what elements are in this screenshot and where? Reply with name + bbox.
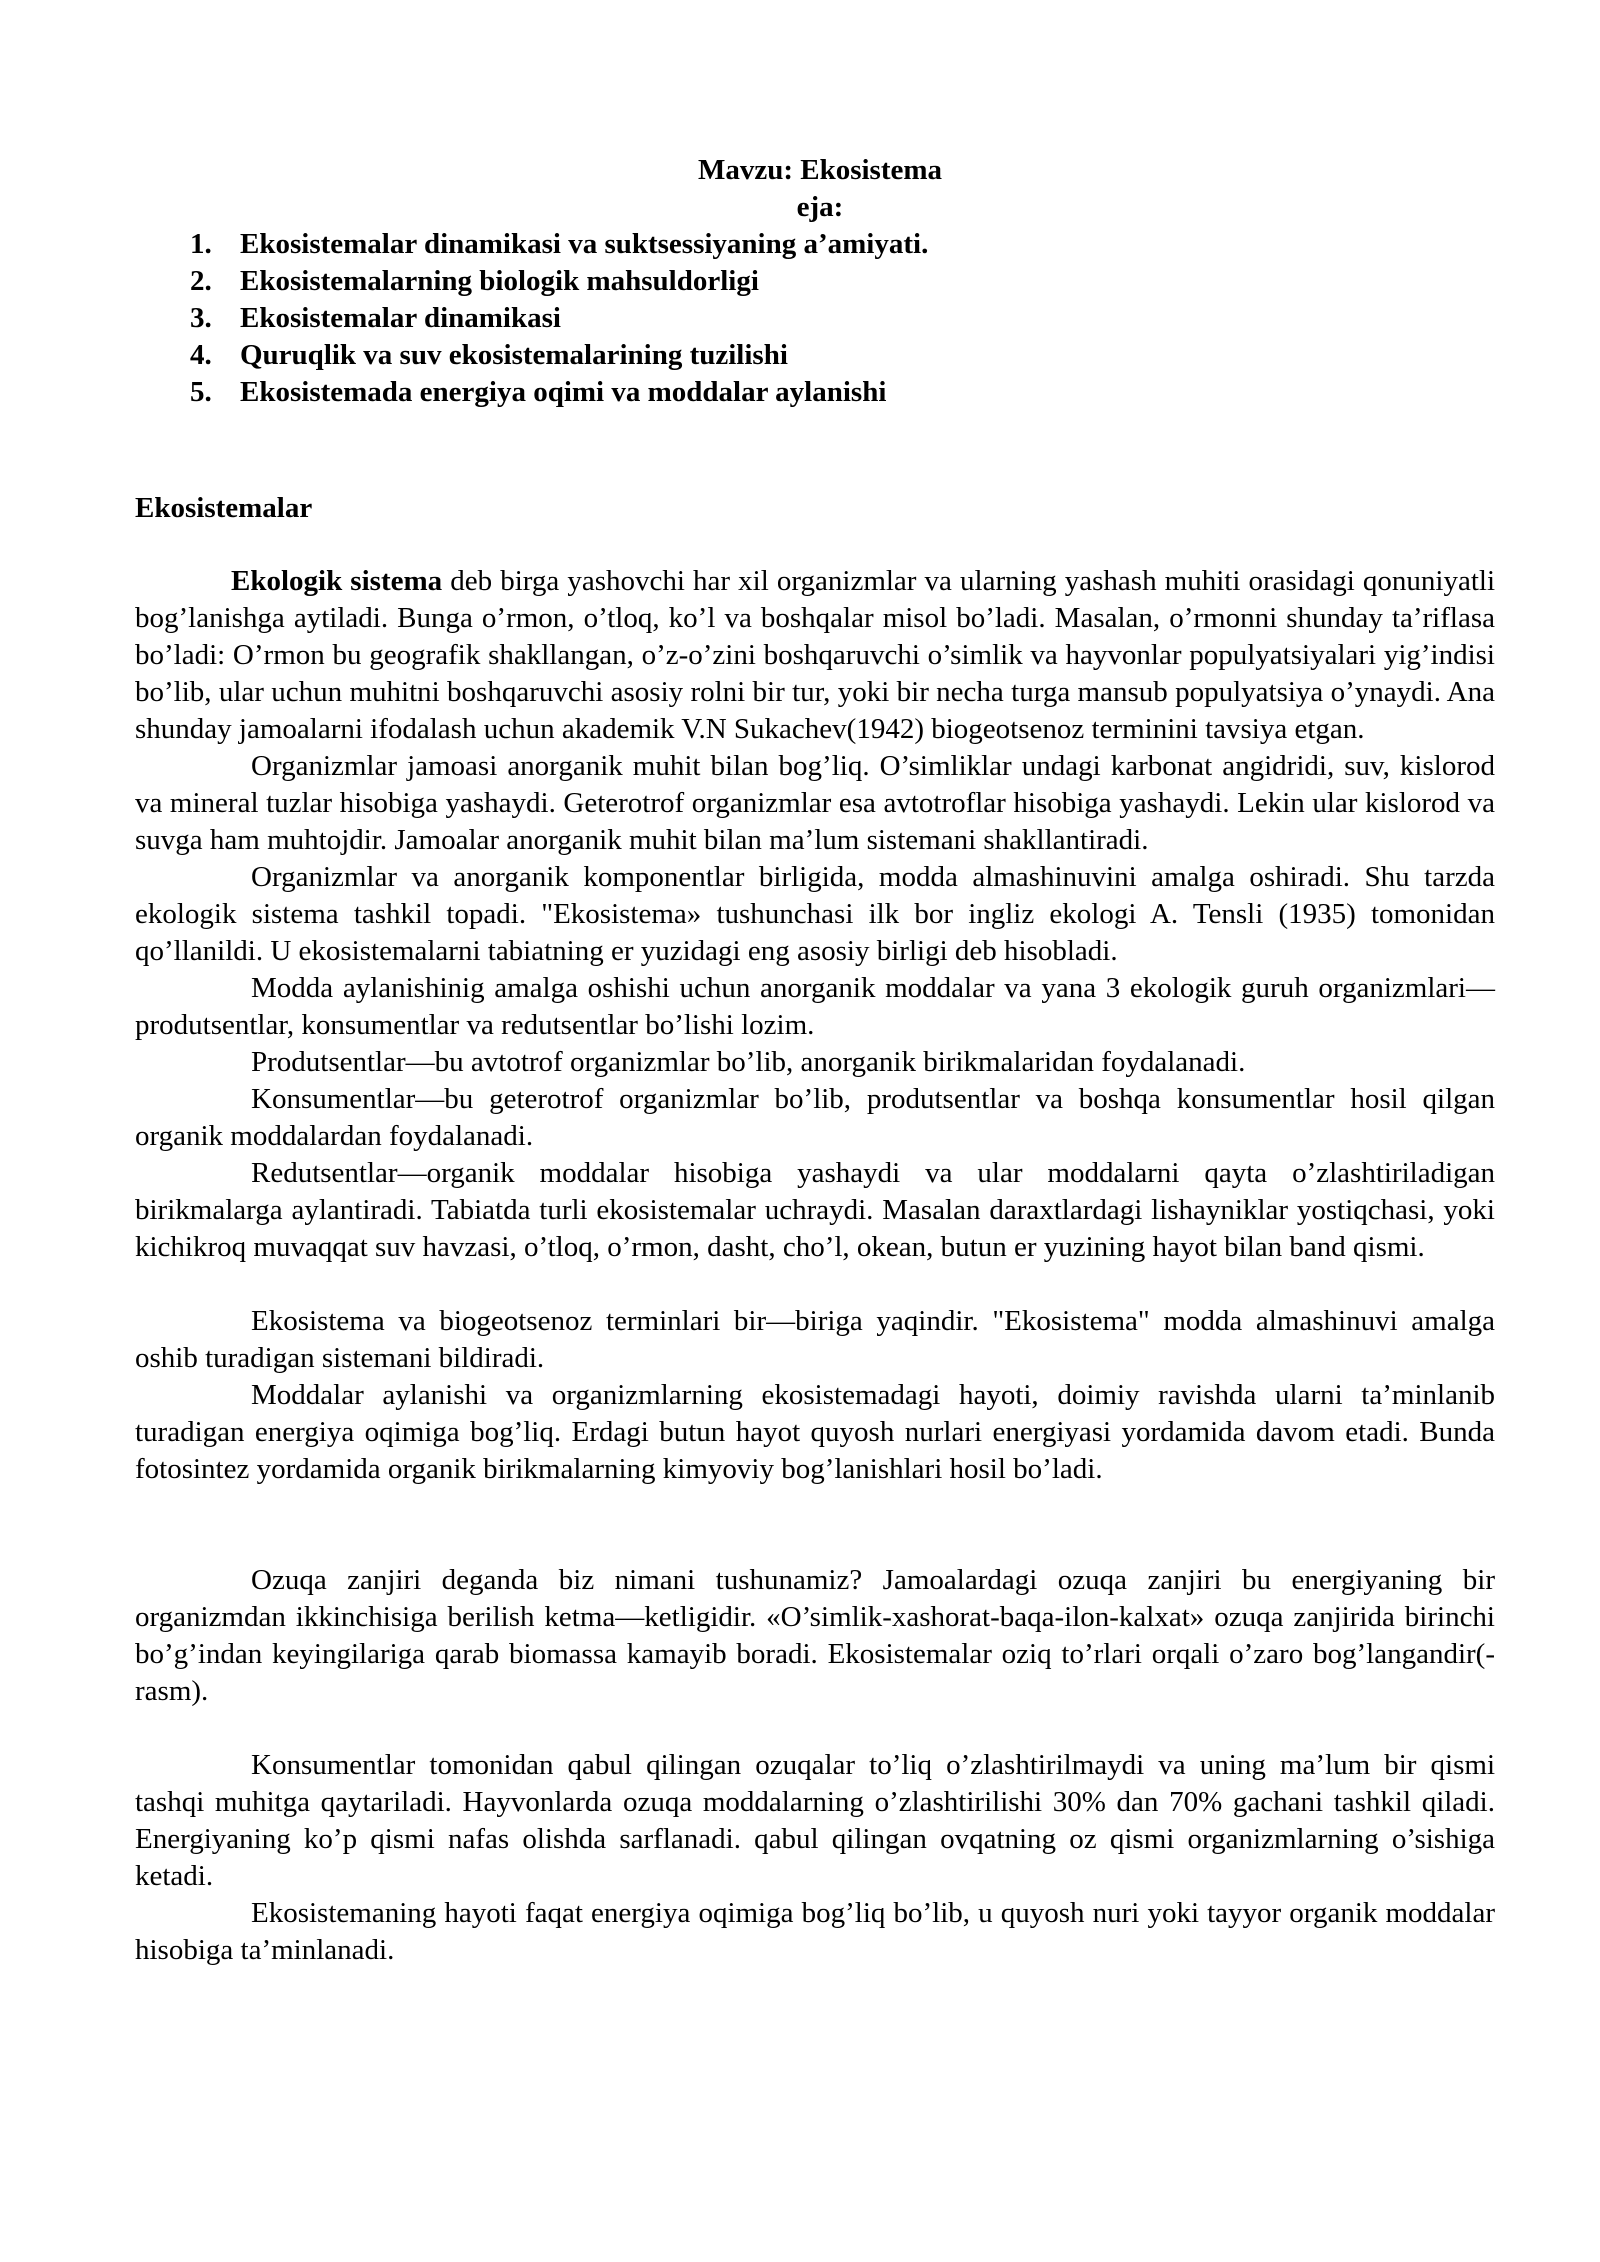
list-item xyxy=(190,300,1490,337)
paragraph: Organizmlar jamoasi anorganik muhit bilan bog’liq. O’simliklar undagi karbonat angidridi, suv, kislorod va mineral tuzlar hisobiga yashaydi. Geterotrof organizmlar esa avtotroflar hisobiga yashaydi. Lekin ular kislorod va suvga ham muhtojdir. Jamoalar anorganik muhit bilan ma’lum sistemani shakllantiradi. xyxy=(135,750,1495,856)
plan-heading: eja: xyxy=(796,191,844,223)
list-item xyxy=(190,226,1490,263)
list-item-number: 2. xyxy=(190,265,212,297)
document-header xyxy=(0,152,1600,226)
paragraph: Moddalar aylanishi va organizmlarning ekosistemadagi hayoti, doimiy ravishda ularni ta’minlanib turadigan energiya oqimiga bog’liq. Erdagi butun hayot quyosh nurlari energiyasi yordamida davom etadi. Bunda fotosintez yordamida organik birikmalarning kimyoviy bog’lanishlari hosil bo’ladi. xyxy=(135,1379,1495,1485)
section-heading: Ekosistemalar xyxy=(135,492,313,524)
paragraph: Organizmlar va anorganik komponentlar birligida, modda almashinuvini amalga oshiradi. Shu tarzda ekologik sistema tashkil topadi. "Ekosistema» tushunchasi ilk bor ingliz ekologi A. Tensli (1935) tomonidan qo’llanildi. U ekosistemalarni tabiatning er yuzidagi eng asosiy birligi deb hisobladi. xyxy=(135,861,1495,967)
page-title: Mavzu: Ekosistema xyxy=(697,154,943,186)
list-item xyxy=(190,263,1490,300)
paragraph: Redutsentlar—organik moddalar hisobiga yashaydi va ular moddalarni qayta o’zlashtiriladigan birikmalarga aylantiradi. Tabiatda turli ekosistemalar uchraydi. Masalan daraxtlardagi lishayniklar yostiqchasi, yoki kichikroq muvaqqat suv havzasi, o’tloq, o’rmon, dasht, cho’l, okean, butun er yuzining hayot bilan band qismi. xyxy=(135,1157,1495,1263)
paragraph: Produtsentlar—bu avtotrof organizmlar bo’lib, anorganik birikmalaridan foydalanadi. xyxy=(251,1046,1246,1078)
list-item-text: Ekosistemalarning biologik mahsuldorligi xyxy=(240,265,759,297)
spacer xyxy=(135,1266,1495,1303)
spacer xyxy=(135,1488,1495,1562)
document-body xyxy=(135,563,1495,1969)
list-item-number: 1. xyxy=(190,228,212,260)
paragraph: Konsumentlar tomonidan qabul qilingan ozuqalar to’liq o’zlashtirilmaydi va uning ma’lum bir qismi tashqi muhitga qaytariladi. Hayvonlarda ozuqa moddalarning o’zlashtirilishi 30% dan 70% gachani tashkil qiladi. Energiyaning ko’p qismi nafas olishda sarflanadi. qabul qilingan ovqatning oz qismi organizmlarning o’sishiga ketadi. xyxy=(135,1749,1495,1892)
list-item-number: 5. xyxy=(190,376,212,408)
paragraph: Ekosistemaning hayoti faqat energiya oqimiga bog’liq bo’lib, u quyosh nuri yoki tayyor organik moddalar hisobiga ta’minlanadi. xyxy=(135,1897,1495,1966)
list-item-number: 4. xyxy=(190,339,212,371)
list-item-number: 3. xyxy=(190,302,212,334)
paragraph: Ekosistema va biogeotsenoz terminlari bir—biriga yaqindir. "Ekosistema" modda almashinuvi amalga oshib turadigan sistemani bildiradi. xyxy=(135,1305,1495,1374)
list-item xyxy=(190,337,1490,374)
paragraph-text: deb birga yashovchi har xil organizmlar va ularning yashash muhiti orasidagi qonuniyatli bog’lanishga aytiladi. Bunga o’rmon, o’tloq, ko’l va boshqalar misol bo’ladi. Masalan, o’rmonni shunday ta’riflasa bo’ladi: O’rmon bu geografik shakllangan, o’z-o’zini boshqaruvchi o’simlik va hayvonlar populyatsiyalari yig’indisi bo’lib, ular uchun muhitni boshqaruvchi asosiy rolni bir tur, yoki bir necha turga mansub populyatsiya o’ynaydi. Ana shunday jamoalarni ifodalash uchun akademik V.N Sukachev(1942) biogeotsenoz terminini tavsiya etgan. xyxy=(135,565,1496,745)
list-item-text: Quruqlik va suv ekosistemalarining tuzilishi xyxy=(240,339,788,371)
list-item-text: Ekosistemada energiya oqimi va moddalar aylanishi xyxy=(240,376,887,408)
plan-list xyxy=(190,226,1490,411)
bold-term: Ekologik sistema xyxy=(231,565,443,597)
paragraph: Modda aylanishinig amalga oshishi uchun anorganik moddalar va yana 3 ekologik guruh organizmlari—produtsentlar, konsumentlar va redutsentlar bo’lishi lozim. xyxy=(135,972,1495,1041)
paragraph: Ozuqa zanjiri deganda biz nimani tushunamiz? Jamoalardagi ozuqa zanjiri bu energiyaning bir organizmdan ikkinchisiga berilish ketma—ketligidir. «O’simlik-xashorat-baqa-ilon-kalxat» ozuqa zanjirida birinchi bo’g’indan keyingilariga qarab biomassa kamayib boradi. Ekosistemalar oziq to’rlari orqali o’zaro bog’langandir(-rasm). xyxy=(135,1564,1495,1707)
spacer xyxy=(135,1710,1495,1747)
list-item-text: Ekosistemalar dinamikasi xyxy=(240,302,561,334)
list-item xyxy=(190,374,1490,411)
paragraph xyxy=(135,563,1495,748)
list-item-text: Ekosistemalar dinamikasi va suktsessiyaning a’amiyati. xyxy=(240,228,929,260)
paragraph: Konsumentlar—bu geterotrof organizmlar bo’lib, produtsentlar va boshqa konsumentlar hosil qilgan organik moddalardan foydalanadi. xyxy=(135,1083,1495,1152)
